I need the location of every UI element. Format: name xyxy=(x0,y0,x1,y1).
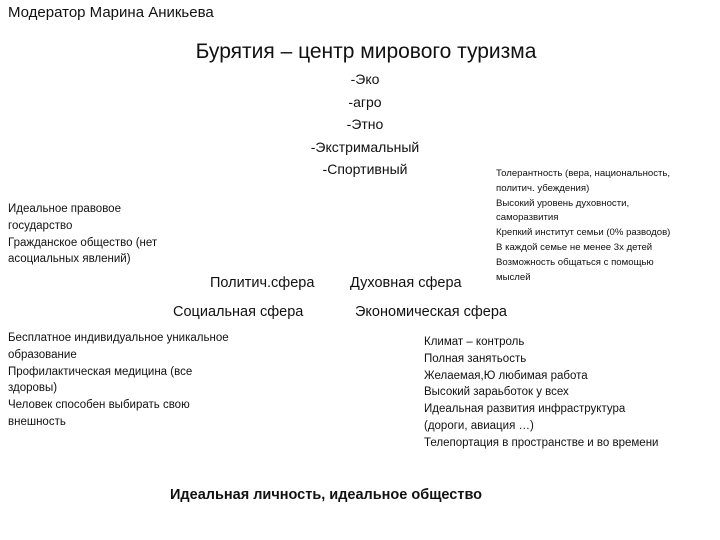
tourism-type-eco: -Эко xyxy=(350,71,380,87)
spiritual-sphere-notes xyxy=(496,167,670,285)
note-line: Желаемая,Ю любимая работа xyxy=(424,369,588,382)
note-line: Высокий зараьботок у всех xyxy=(424,386,569,399)
note-line: Гражданское общество (нет xyxy=(8,236,158,249)
note-line: мыслей xyxy=(496,271,531,283)
page-title: Бурятия – центр мирового туризма xyxy=(195,40,537,63)
tourism-type-sport: -Спортивный xyxy=(322,161,408,177)
political-sphere-notes xyxy=(8,201,157,268)
note-line: Бесплатное индивидуальное уникальное xyxy=(8,332,229,344)
note-line: Полная занятьость xyxy=(424,352,527,365)
spiritual-sphere-label: Духовная сфера xyxy=(350,275,462,291)
note-line: асоциальных явлений) xyxy=(8,253,131,266)
note-line: Возможность общаться с помощью xyxy=(496,256,654,268)
moderator-label: Модератор Марина Аникьева xyxy=(8,4,214,21)
tourism-type-agro: -агро xyxy=(348,93,382,110)
note-line: Идеальное правовое xyxy=(8,203,121,215)
social-sphere-label: Социальная сфера xyxy=(173,304,304,320)
note-line: Крепкий институт семьи (0% разводов) xyxy=(496,227,671,239)
note-line: (дороги, авиация …) xyxy=(424,419,534,432)
note-line: Телепортация в пространстве и во времени xyxy=(424,436,659,449)
note-line: здоровы) xyxy=(8,382,58,395)
note-line: внешность xyxy=(8,415,66,428)
note-line: политич. убеждения) xyxy=(496,182,590,194)
political-sphere-label: Политич.сфера xyxy=(210,275,315,291)
economic-sphere-notes xyxy=(424,334,658,452)
social-sphere-notes xyxy=(8,330,229,431)
tourism-types-list xyxy=(260,68,470,181)
note-line: Человек способен выбирать свою xyxy=(8,399,190,412)
note-line: Идеальная развития инфраструктура xyxy=(424,403,626,416)
note-line: Климат – контроль xyxy=(424,336,525,348)
tourism-type-ethno: -Этно xyxy=(346,116,384,132)
note-line: Профилактическая медицина (все xyxy=(8,365,193,378)
note-line: Толерантность (вера, национальность, xyxy=(496,168,671,179)
note-line: В каждой семье не менее 3х детей xyxy=(496,241,653,253)
note-line: саморазвития xyxy=(496,212,559,224)
note-line: Высокий уровень духовности, xyxy=(496,197,630,209)
note-line: образование xyxy=(8,348,77,361)
footer-conclusion: Идеальная личность, идеальное общество xyxy=(170,487,483,503)
economic-sphere-label: Экономическая сфера xyxy=(355,304,507,320)
note-line: государство xyxy=(8,219,73,232)
tourism-type-extreme: -Экстримальный xyxy=(310,138,420,155)
